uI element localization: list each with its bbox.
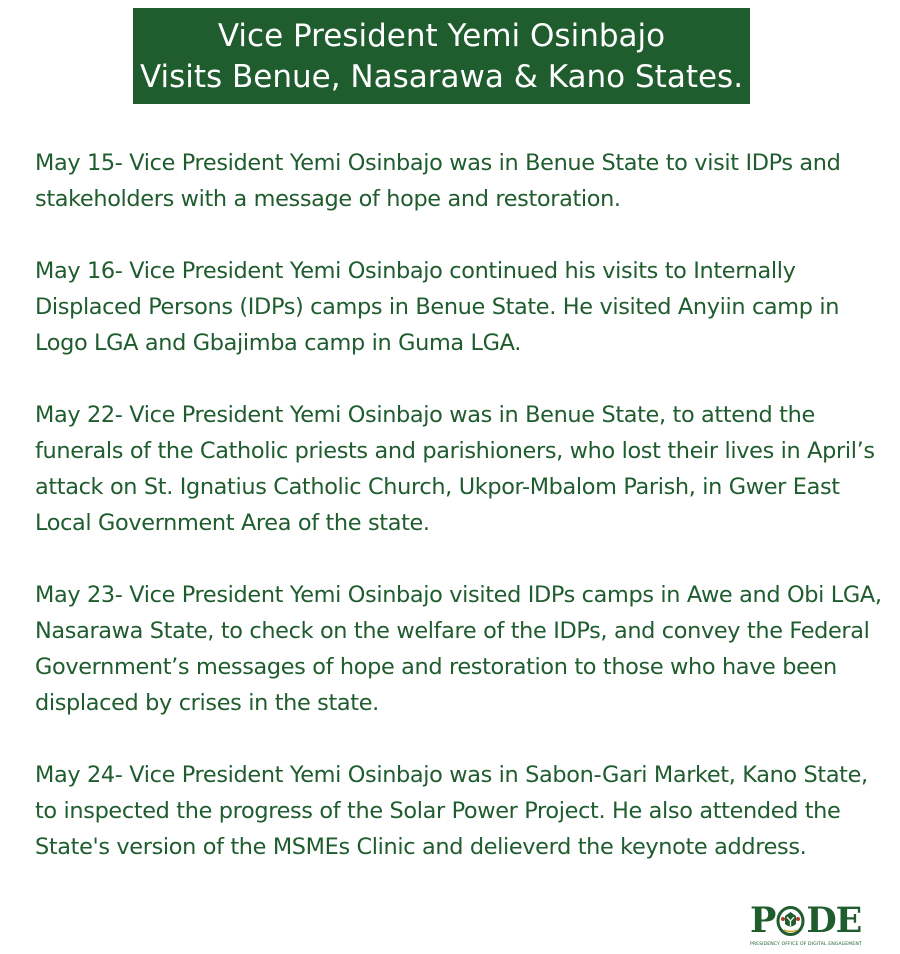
- entry-date: May 24-: [35, 762, 123, 788]
- timeline-entry-may-15: [35, 145, 885, 217]
- title-line-1: Vice President Yemi Osinbajo: [217, 18, 666, 54]
- logo-subtitle: PRESIDENCY OFFICE OF DIGITAL ENGAGEMENT: [750, 942, 862, 947]
- timeline-entry-may-23: [35, 577, 885, 721]
- entry-date: May 15-: [35, 150, 123, 176]
- logo-letters-de: DE: [806, 900, 862, 941]
- timeline-entry-may-22: [35, 397, 885, 541]
- entry-text: Vice President Yemi Osinbajo was in Sabon-Gari Market, Kano State, to inspected the progress of the Solar Power Project. He also attended the State's version of the MSMEs Clinic and delieverd the keynote address.: [35, 762, 868, 860]
- entry-date: May 16-: [35, 258, 123, 284]
- logo-letter-p: P: [750, 900, 776, 941]
- title-line-2: Visits Benue, Nasarawa & Kano States.: [139, 59, 744, 95]
- timeline-entries: [35, 145, 885, 901]
- coat-of-arms-icon: [776, 905, 805, 936]
- entry-text: Vice President Yemi Osinbajo was in Benue State, to attend the funerals of the Catholic priests and parishioners, who lost their lives in April’s attack on St. Ignatius Catholic Church, Ukpor-Mbalom Parish, in Gwer East Local Government Area of the state.: [35, 402, 875, 536]
- entry-text: Vice President Yemi Osinbajo continued his visits to Internally Displaced Persons (IDPs) camps in Benue State. He visited Anyiin camp in Logo LGA and Gbajimba camp in Guma LGA.: [35, 258, 840, 356]
- entry-text: Vice President Yemi Osinbajo visited IDPs camps in Awe and Obi LGA, Nasarawa State, to check on the welfare of the IDPs, and convey the Federal Government’s messages of hope and restoration to those who have been displaced by crises in the state.: [35, 582, 882, 716]
- logo-wordmark: [750, 900, 876, 941]
- pode-logo: [750, 900, 876, 949]
- timeline-entry-may-16: [35, 253, 885, 361]
- title-banner: [133, 8, 750, 104]
- entry-date: May 22-: [35, 402, 123, 428]
- entry-text: Vice President Yemi Osinbajo was in Benue State to visit IDPs and stakeholders with a message of hope and restoration.: [35, 150, 841, 212]
- entry-date: May 23-: [35, 582, 123, 608]
- timeline-entry-may-24: [35, 757, 885, 865]
